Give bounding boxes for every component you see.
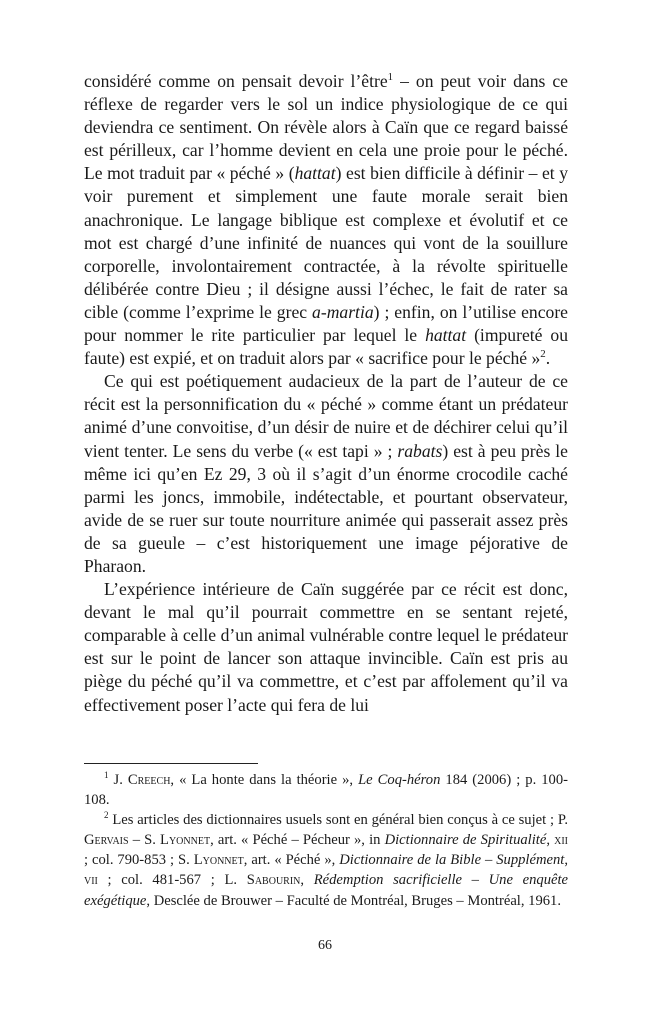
text-run: , art. « Péché », — [243, 852, 340, 869]
volume-number: xii — [554, 832, 568, 849]
text-run: L’expérience intérieure de Caïn suggérée par ce récit est donc, devant le mal qu’il pourrait commettre en se sentant rejeté, comparable à celle d’un animal vulnérable contre lequel le prédateur est sur le point de lancer son attaque invincible. Caïn est pris au piège du péché qu’il va commettre, et c’est par affolement qu’il va effectivement poser l’acte qui fera de lui — [84, 579, 568, 715]
paragraph-2 — [84, 370, 568, 578]
work-title: Rédemption sacrificielle – Une enquête exégétique — [84, 872, 569, 909]
text-run: Ce qui est poétiquement audacieux de la part de l’auteur de ce récit est la personnification du « péché » comme étant un prédateur animé d’une convoitise, d’un désir de nuire et de déchirer celui qu’il vient tenter. Le sens du verbe (« est tapi » ; — [84, 371, 568, 461]
paragraph-3 — [84, 578, 568, 717]
text-run: ; col. 790-853 ; S. — [84, 852, 194, 869]
text-run: , Desclée de Brouwer – Faculté de Montréal, Bruges – Montréal, 1961. — [146, 892, 561, 909]
text-run: ) est bien difficile à définir – et y voir purement et simplement une faute morale serait bien anachronique. Le langage biblique est complexe et évolutif et ce mot est chargé d’une infinité de nuances qui vont de la souillure corporelle, involontairement contractée, à la révolte spirituelle délibérée contre Dieu ; il désigne aussi l’échec, le fait de rater sa cible (comme l’exprime le grec — [84, 163, 568, 322]
text-run: , art. « Péché – Pécheur », in — [210, 832, 385, 849]
text-run: ) est à peu près le même ici qu’en Ez 29, 3 où il s’agit d’un énorme crocodile caché parmi les joncs, immobile, indétectable, et pourtant observateur, avide de se ruer sur toute nourriture animée qui passerait assez près de sa gueule – c’est historiquement une image péjorative de Pharaon. — [84, 440, 568, 576]
text-run: , — [300, 872, 314, 889]
footnote-ref-2[interactable]: 2 — [540, 348, 546, 361]
page-number: 66 — [318, 938, 332, 953]
footnote-divider — [84, 763, 258, 764]
text-run: , — [564, 852, 568, 869]
author-name: Creech — [127, 772, 171, 788]
footnote-1 — [84, 770, 568, 810]
text-run: Les articles des dictionnaires usuels sont en général bien conçus à ce sujet ; P. — [108, 812, 568, 829]
author-name: Lyonnet — [193, 852, 244, 869]
volume-number: vii — [84, 872, 98, 889]
text-run: ) ; enfin, on l’utilise encore pour nommer le rite particulier par lequel le — [84, 301, 568, 346]
text-run: J. — [108, 772, 128, 788]
text-run: . — [545, 348, 551, 369]
italic-term: hattat — [294, 163, 336, 184]
text-run: 184 (2006) ; p. 100-108. — [84, 772, 569, 809]
text-run: – on peut voir dans ce réflexe de regarder vers le sol un indice physiologique de ce qui deviendra ce sentiment. On révèle alors à Caïn que ce regard baissé est périlleux, car l’homme devient en cela une proie pour le péché. Le mot traduit par « péché » ( — [84, 71, 568, 184]
footnote-number: 2 — [104, 810, 109, 821]
footnote-number: 1 — [104, 770, 109, 781]
text-run: – S. — [128, 832, 161, 849]
text-run: ; col. 481-567 ; L. — [97, 872, 247, 889]
author-name: Sabourin — [246, 872, 301, 889]
work-title: Dictionnaire de la Bible – Supplément — [339, 852, 565, 869]
text-run: , — [546, 832, 555, 849]
footnote-2 — [84, 810, 568, 910]
paragraph-1 — [84, 70, 568, 370]
text-run: , « La honte dans la théorie », — [170, 772, 359, 788]
text-run: considéré comme on pensait devoir l’être — [84, 71, 388, 91]
author-name: Gervais — [84, 832, 129, 849]
footnote-ref-1[interactable]: 1 — [387, 71, 394, 84]
footnotes — [84, 770, 568, 911]
text-run: (impureté ou faute) est expié, et on traduit alors par « sacrifice pour le péché » — [84, 325, 569, 369]
main-text — [84, 70, 568, 717]
author-name: Lyonnet — [160, 832, 211, 849]
italic-term: a-martia — [312, 301, 374, 322]
italic-term: rabats — [397, 440, 443, 461]
italic-term: hattat — [425, 325, 467, 346]
work-title: Dictionnaire de Spiritualité — [384, 832, 547, 849]
journal-title: Le Coq-héron — [358, 772, 441, 788]
